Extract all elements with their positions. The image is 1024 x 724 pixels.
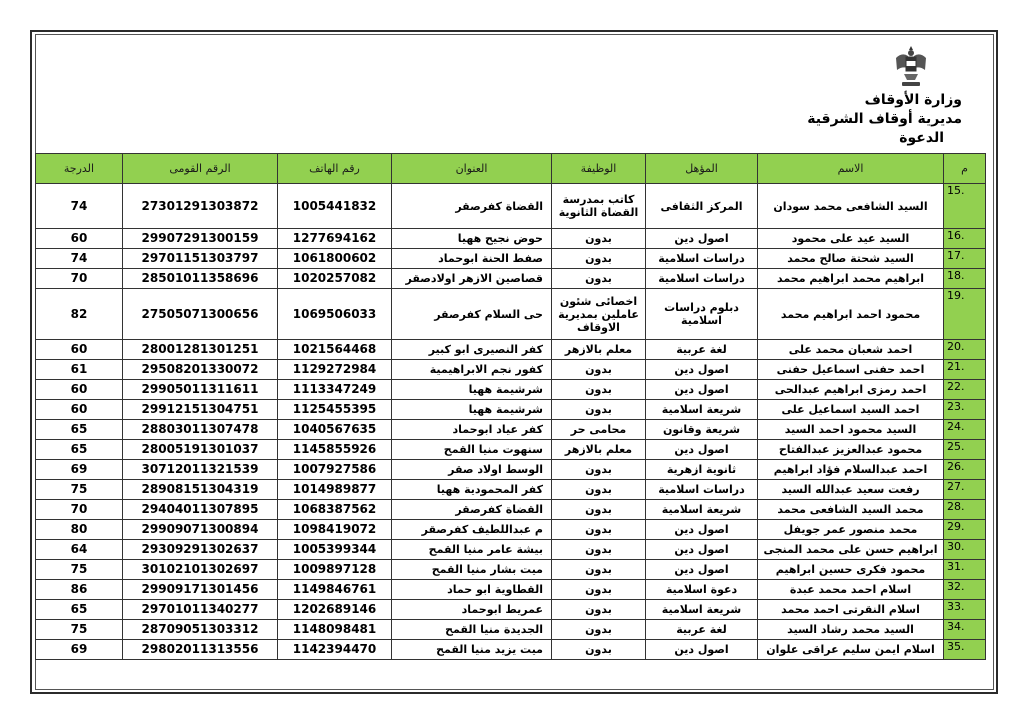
table-row — [36, 440, 986, 460]
row-job: بدون — [552, 269, 646, 289]
row-national-id: 29905011311611 — [123, 380, 278, 400]
row-phone: 1125455395 — [278, 400, 392, 420]
row-national-id: 29909171301456 — [123, 580, 278, 600]
row-qualification: اصول دين — [646, 360, 758, 380]
row-national-id: 27301291303872 — [123, 184, 278, 229]
row-national-id: 29309291302637 — [123, 540, 278, 560]
row-name: احمد السيد اسماعيل على — [758, 400, 944, 420]
row-address: م عبداللطيف كفرصقر — [392, 520, 552, 540]
row-address: كفر عياد ابوحماد — [392, 420, 552, 440]
row-index: 35. — [944, 640, 986, 660]
row-national-id: 29701011340277 — [123, 600, 278, 620]
table-row — [36, 620, 986, 640]
table-row — [36, 380, 986, 400]
row-job: معلم بالازهر — [552, 340, 646, 360]
row-phone: 1021564468 — [278, 340, 392, 360]
row-national-id: 29907291300159 — [123, 229, 278, 249]
row-job: بدون — [552, 380, 646, 400]
row-grade: 75 — [36, 620, 123, 640]
row-national-id: 29909071300894 — [123, 520, 278, 540]
row-phone: 1020257082 — [278, 269, 392, 289]
row-address: الوسط اولاد صقر — [392, 460, 552, 480]
row-phone: 1061800602 — [278, 249, 392, 269]
table-row — [36, 340, 986, 360]
row-address: ميت يزيد منيا القمح — [392, 640, 552, 660]
row-qualification: اصول دين — [646, 380, 758, 400]
col-header-index: م — [944, 154, 986, 184]
row-phone: 1149846761 — [278, 580, 392, 600]
row-name: محمود فكرى حسين ابراهيم — [758, 560, 944, 580]
row-phone: 1148098481 — [278, 620, 392, 640]
row-national-id: 29701151303797 — [123, 249, 278, 269]
row-index: 22. — [944, 380, 986, 400]
row-phone: 1277694162 — [278, 229, 392, 249]
row-qualification: المركز الثقافى — [646, 184, 758, 229]
row-qualification: لغة عربية — [646, 340, 758, 360]
row-qualification: شريعة اسلامية — [646, 600, 758, 620]
row-phone: 1145855926 — [278, 440, 392, 460]
row-grade: 65 — [36, 440, 123, 460]
row-job: كاتب بمدرسة القضاة الثانوية — [552, 184, 646, 229]
row-address: القطاوية ابو حماد — [392, 580, 552, 600]
row-address: الجديدة منيا القمح — [392, 620, 552, 640]
row-job: بدون — [552, 400, 646, 420]
table-row — [36, 229, 986, 249]
row-index: 33. — [944, 600, 986, 620]
row-index: 19. — [944, 289, 986, 340]
row-job: بدون — [552, 540, 646, 560]
candidates-table — [35, 153, 986, 660]
row-phone: 1009897128 — [278, 560, 392, 580]
row-qualification: دراسات اسلامية — [646, 249, 758, 269]
row-address: قصاصين الازهر اولادصقر — [392, 269, 552, 289]
row-qualification: دراسات اسلامية — [646, 480, 758, 500]
row-grade: 70 — [36, 269, 123, 289]
row-phone: 1069506033 — [278, 289, 392, 340]
row-address: كفر النصيرى ابو كبير — [392, 340, 552, 360]
row-name: اسلام النقرتى احمد محمد — [758, 600, 944, 620]
table-row — [36, 289, 986, 340]
row-national-id: 29404011307895 — [123, 500, 278, 520]
row-national-id: 29802011313556 — [123, 640, 278, 660]
row-index: 24. — [944, 420, 986, 440]
row-grade: 60 — [36, 229, 123, 249]
row-phone: 1129272984 — [278, 360, 392, 380]
row-qualification: اصول دين — [646, 540, 758, 560]
row-job: بدون — [552, 600, 646, 620]
egypt-eagle-emblem-icon — [893, 44, 929, 90]
row-address: القضاة كفرصقر — [392, 184, 552, 229]
row-national-id: 28501011358696 — [123, 269, 278, 289]
row-qualification: ثانوية ازهرية — [646, 460, 758, 480]
row-qualification: شريعة اسلامية — [646, 400, 758, 420]
row-index: 34. — [944, 620, 986, 640]
row-address: بيشة عامر منيا القمح — [392, 540, 552, 560]
row-grade: 75 — [36, 480, 123, 500]
row-index: 31. — [944, 560, 986, 580]
table-row — [36, 520, 986, 540]
row-job: بدون — [552, 249, 646, 269]
row-address: حوض نجيح ههيا — [392, 229, 552, 249]
row-index: 20. — [944, 340, 986, 360]
table-row — [36, 460, 986, 480]
row-address: كفر المحمودية ههيا — [392, 480, 552, 500]
row-address: صفط الحنة ابوحماد — [392, 249, 552, 269]
row-name: ابراهيم محمد ابراهيم محمد — [758, 269, 944, 289]
row-address: القضاة كفرصقر — [392, 500, 552, 520]
col-header-job: الوظيفة — [552, 154, 646, 184]
row-name: اسلام احمد محمد عبدة — [758, 580, 944, 600]
row-name: رفعت سعيد عبدالله السيد — [758, 480, 944, 500]
row-index: 30. — [944, 540, 986, 560]
row-index: 27. — [944, 480, 986, 500]
table-row — [36, 269, 986, 289]
col-header-qualification: المؤهل — [646, 154, 758, 184]
row-grade: 69 — [36, 640, 123, 660]
row-name: اسلام ايمن سليم عراقى علوان — [758, 640, 944, 660]
row-grade: 80 — [36, 520, 123, 540]
table-row — [36, 580, 986, 600]
row-index: 32. — [944, 580, 986, 600]
col-header-national-id: الرقم القومى — [123, 154, 278, 184]
row-national-id: 29912151304751 — [123, 400, 278, 420]
row-name: السيد الشافعى محمد سودان — [758, 184, 944, 229]
row-job: بدون — [552, 480, 646, 500]
table-row — [36, 560, 986, 580]
row-qualification: دعوة اسلامية — [646, 580, 758, 600]
row-national-id: 30712011321539 — [123, 460, 278, 480]
row-grade: 60 — [36, 380, 123, 400]
row-qualification: اصول دين — [646, 229, 758, 249]
table-row — [36, 480, 986, 500]
row-name: احمد عبدالسلام فؤاد ابراهيم — [758, 460, 944, 480]
row-name: احمد حفنى اسماعيل حفنى — [758, 360, 944, 380]
table-row — [36, 360, 986, 380]
row-grade: 64 — [36, 540, 123, 560]
table-row — [36, 600, 986, 620]
row-job: بدون — [552, 620, 646, 640]
table-row — [36, 184, 986, 229]
row-grade: 86 — [36, 580, 123, 600]
table-header-row — [36, 154, 986, 184]
row-name: احمد شعبان محمد على — [758, 340, 944, 360]
row-address: شرشيمة ههيا — [392, 400, 552, 420]
row-job: بدون — [552, 560, 646, 580]
row-grade: 60 — [36, 340, 123, 360]
table-row — [36, 420, 986, 440]
row-phone: 1098419072 — [278, 520, 392, 540]
row-national-id: 28005191301037 — [123, 440, 278, 460]
row-grade: 61 — [36, 360, 123, 380]
row-qualification: دبلوم دراسات اسلامية — [646, 289, 758, 340]
table-row — [36, 400, 986, 420]
row-index: 16. — [944, 229, 986, 249]
table-row — [36, 540, 986, 560]
row-national-id: 27505071300656 — [123, 289, 278, 340]
row-grade: 60 — [36, 400, 123, 420]
row-name: السيد شحتة صالح محمد — [758, 249, 944, 269]
row-name: محمد منصور عمر جويفل — [758, 520, 944, 540]
row-qualification: اصول دين — [646, 520, 758, 540]
table-row — [36, 249, 986, 269]
row-national-id: 30102101302697 — [123, 560, 278, 580]
row-grade: 74 — [36, 249, 123, 269]
row-national-id: 28709051303312 — [123, 620, 278, 640]
row-name: محمود عبدالعزيز عبدالفتاح — [758, 440, 944, 460]
row-grade: 70 — [36, 500, 123, 520]
row-phone: 1014989877 — [278, 480, 392, 500]
table-row — [36, 500, 986, 520]
row-index: 28. — [944, 500, 986, 520]
row-job: بدون — [552, 229, 646, 249]
row-index: 18. — [944, 269, 986, 289]
row-grade: 74 — [36, 184, 123, 229]
row-job: بدون — [552, 580, 646, 600]
row-national-id: 28908151304319 — [123, 480, 278, 500]
row-job: بدون — [552, 360, 646, 380]
row-address: حى السلام كفرصقر — [392, 289, 552, 340]
row-phone: 1142394470 — [278, 640, 392, 660]
row-job: بدون — [552, 640, 646, 660]
row-index: 23. — [944, 400, 986, 420]
row-qualification: اصول دين — [646, 560, 758, 580]
row-name: احمد رمزى ابراهيم عبدالحى — [758, 380, 944, 400]
row-name: السيد محمد رشاد السيد — [758, 620, 944, 640]
row-job: بدون — [552, 500, 646, 520]
col-header-grade: الدرجة — [36, 154, 123, 184]
row-index: 17. — [944, 249, 986, 269]
row-qualification: لغة عربية — [646, 620, 758, 640]
row-address: شرشيمة ههيا — [392, 380, 552, 400]
row-phone: 1005399344 — [278, 540, 392, 560]
row-qualification: دراسات اسلامية — [646, 269, 758, 289]
row-address: عمريط ابوحماد — [392, 600, 552, 620]
row-national-id: 29508201330072 — [123, 360, 278, 380]
table-row — [36, 640, 986, 660]
row-job: بدون — [552, 520, 646, 540]
col-header-phone: رقم الهاتف — [278, 154, 392, 184]
row-index: 26. — [944, 460, 986, 480]
row-phone: 1113347249 — [278, 380, 392, 400]
row-qualification: اصول دين — [646, 440, 758, 460]
row-grade: 82 — [36, 289, 123, 340]
row-name: السيد محمود احمد السيد — [758, 420, 944, 440]
row-address: ميت بشار منيا القمح — [392, 560, 552, 580]
row-name: السيد عيد على محمود — [758, 229, 944, 249]
row-index: 21. — [944, 360, 986, 380]
ministry-title: وزارة الأوقاف — [864, 92, 962, 108]
col-header-name: الاسم — [758, 154, 944, 184]
row-address: سنهوت منيا القمح — [392, 440, 552, 460]
row-index: 29. — [944, 520, 986, 540]
row-phone: 1040567635 — [278, 420, 392, 440]
department-title: الدعوة — [899, 130, 944, 146]
row-grade: 69 — [36, 460, 123, 480]
row-qualification: اصول دين — [646, 640, 758, 660]
row-job: بدون — [552, 460, 646, 480]
row-qualification: شريعة وقانون — [646, 420, 758, 440]
row-national-id: 28001281301251 — [123, 340, 278, 360]
row-grade: 65 — [36, 600, 123, 620]
row-grade: 65 — [36, 420, 123, 440]
row-phone: 1005441832 — [278, 184, 392, 229]
row-index: 25. — [944, 440, 986, 460]
row-name: محمود احمد ابراهيم محمد — [758, 289, 944, 340]
row-job: اخصائى شئون عاملين بمديرية الاوقاف — [552, 289, 646, 340]
row-grade: 75 — [36, 560, 123, 580]
directorate-title: مديرية أوقاف الشرقية — [807, 111, 962, 127]
row-qualification: شريعة اسلامية — [646, 500, 758, 520]
row-name: ابراهيم حسن على محمد المنجى — [758, 540, 944, 560]
row-index: 15. — [944, 184, 986, 229]
col-header-address: العنوان — [392, 154, 552, 184]
row-name: محمد السيد الشافعى محمد — [758, 500, 944, 520]
row-phone: 1068387562 — [278, 500, 392, 520]
row-address: كفور نجم الابراهيمية — [392, 360, 552, 380]
row-job: معلم بالازهر — [552, 440, 646, 460]
row-phone: 1007927586 — [278, 460, 392, 480]
row-national-id: 28803011307478 — [123, 420, 278, 440]
row-phone: 1202689146 — [278, 600, 392, 620]
row-job: محامى حر — [552, 420, 646, 440]
